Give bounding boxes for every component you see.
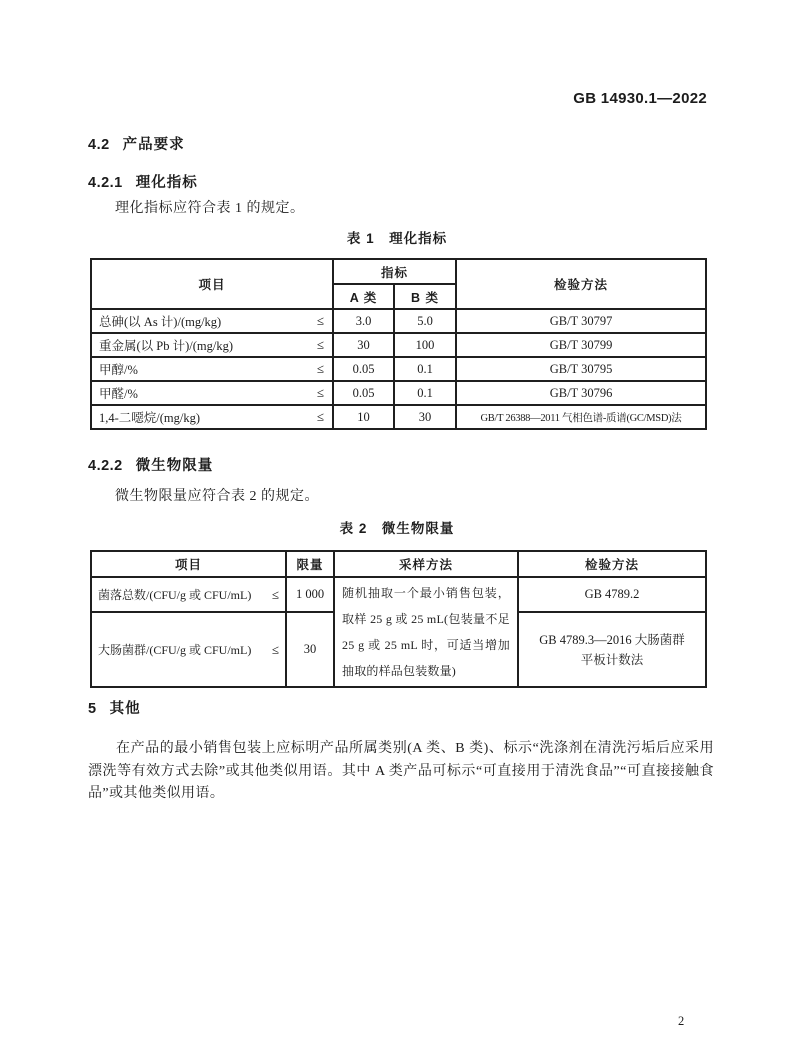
t1-header-class-b: B 类 bbox=[394, 284, 456, 309]
section-title: 理化指标 bbox=[135, 175, 198, 191]
section-title: 产品要求 bbox=[122, 137, 185, 153]
page-number: 2 bbox=[678, 1014, 685, 1028]
section-heading-4-2-2 bbox=[88, 454, 213, 475]
t2-header-method: 检验方法 bbox=[518, 551, 706, 577]
t1-value-a: 0.05 bbox=[333, 357, 394, 381]
section5-paragraph: 在产品的最小销售包装上应标明产品所属类别(A 类、B 类)、标示“洗涤剂在清洗污垢后应采用漂洗等有效方式去除”或其他类似用语。其中 A 类产品可标示“可直接用于清洗食品”“可直接接触食品”或其他类似用语。 bbox=[88, 741, 714, 801]
t1-method: GB/T 30795 bbox=[456, 357, 706, 381]
le-operator: ≤ bbox=[316, 313, 324, 328]
le-operator: ≤ bbox=[316, 385, 324, 400]
t1-value-b: 0.1 bbox=[394, 381, 456, 405]
t2-item: 菌落总数/(CFU/g 或 CFU/mL) bbox=[98, 588, 252, 603]
t1-value-b: 100 bbox=[394, 333, 456, 357]
t1-value-b: 5.0 bbox=[394, 309, 456, 333]
t1-item: 1,4-二噁烷/(mg/kg) bbox=[99, 411, 201, 425]
t2-header-limit: 限量 bbox=[286, 551, 334, 577]
table-row bbox=[91, 405, 706, 429]
t2-method: GB 4789.2 bbox=[518, 577, 706, 612]
le-operator: ≤ bbox=[271, 586, 279, 602]
t2-limit: 30 bbox=[286, 612, 334, 687]
t1-value-b: 0.1 bbox=[394, 357, 456, 381]
table1-caption: 表 1 理化指标 bbox=[346, 231, 448, 246]
le-operator: ≤ bbox=[271, 641, 279, 657]
table-row bbox=[91, 577, 706, 612]
t1-value-a: 10 bbox=[333, 405, 394, 429]
section-number: 4.2 bbox=[88, 137, 110, 153]
table-row bbox=[91, 381, 706, 405]
t1-value-a: 0.05 bbox=[333, 381, 394, 405]
t1-header-class-a: A 类 bbox=[333, 284, 394, 309]
section-heading-5 bbox=[88, 697, 141, 718]
t2-limit: 1 000 bbox=[286, 577, 334, 612]
le-operator: ≤ bbox=[316, 361, 324, 376]
section-number: 4.2.1 bbox=[88, 175, 123, 191]
doc-number: GB 14930.1—2022 bbox=[573, 90, 707, 107]
intro-paragraph-table1: 理化指标应符合表 1 的规定。 bbox=[115, 201, 305, 216]
t1-value-a: 30 bbox=[333, 333, 394, 357]
table-row bbox=[91, 309, 706, 333]
section-heading-4-2-1 bbox=[88, 171, 198, 192]
t1-item: 重金属(以 Pb 计)/(mg/kg) bbox=[99, 339, 234, 353]
t1-method: GB/T 26388—2011 气相色谱-质谱(GC/MSD)法 bbox=[456, 405, 706, 429]
t1-method: GB/T 30797 bbox=[456, 309, 706, 333]
table-microbial-limits bbox=[90, 550, 707, 688]
t2-item: 大肠菌群/(CFU/g 或 CFU/mL) bbox=[98, 643, 252, 658]
t2-method: GB 4789.3—2016 大肠菌群平板计数法 bbox=[518, 612, 706, 687]
t2-sampling-note: 随机抽取一个最小销售包装，取样 25 g 或 25 mL(包装量不足 25 g 或 25 mL 时，可适当增加抽取的样品包装数量) bbox=[334, 577, 518, 687]
t2-header-item: 项目 bbox=[91, 551, 286, 577]
section-number: 5 bbox=[88, 701, 97, 717]
t1-item: 甲醇/% bbox=[99, 363, 138, 377]
t1-header-method: 检验方法 bbox=[456, 259, 706, 309]
t1-header-index: 指标 bbox=[333, 259, 456, 284]
t1-method: GB/T 30796 bbox=[456, 381, 706, 405]
section-title: 其他 bbox=[109, 701, 141, 717]
t1-method: GB/T 30799 bbox=[456, 333, 706, 357]
t1-item: 甲醛/% bbox=[99, 387, 138, 401]
section-title: 微生物限量 bbox=[135, 458, 214, 474]
section-heading-4-2 bbox=[88, 133, 185, 154]
t1-item: 总砷(以 As 计)/(mg/kg) bbox=[99, 315, 222, 329]
t1-header-item: 项目 bbox=[91, 259, 333, 309]
table-row bbox=[91, 357, 706, 381]
table-row bbox=[91, 333, 706, 357]
section-number: 4.2.2 bbox=[88, 458, 123, 474]
table2-caption: 表 2 微生物限量 bbox=[339, 521, 455, 536]
le-operator: ≤ bbox=[316, 409, 324, 424]
le-operator: ≤ bbox=[316, 337, 324, 352]
table-physicochemical bbox=[90, 258, 707, 430]
t1-value-a: 3.0 bbox=[333, 309, 394, 333]
t2-header-sampling: 采样方法 bbox=[334, 551, 518, 577]
t1-value-b: 30 bbox=[394, 405, 456, 429]
intro-paragraph-table2: 微生物限量应符合表 2 的规定。 bbox=[115, 489, 319, 504]
